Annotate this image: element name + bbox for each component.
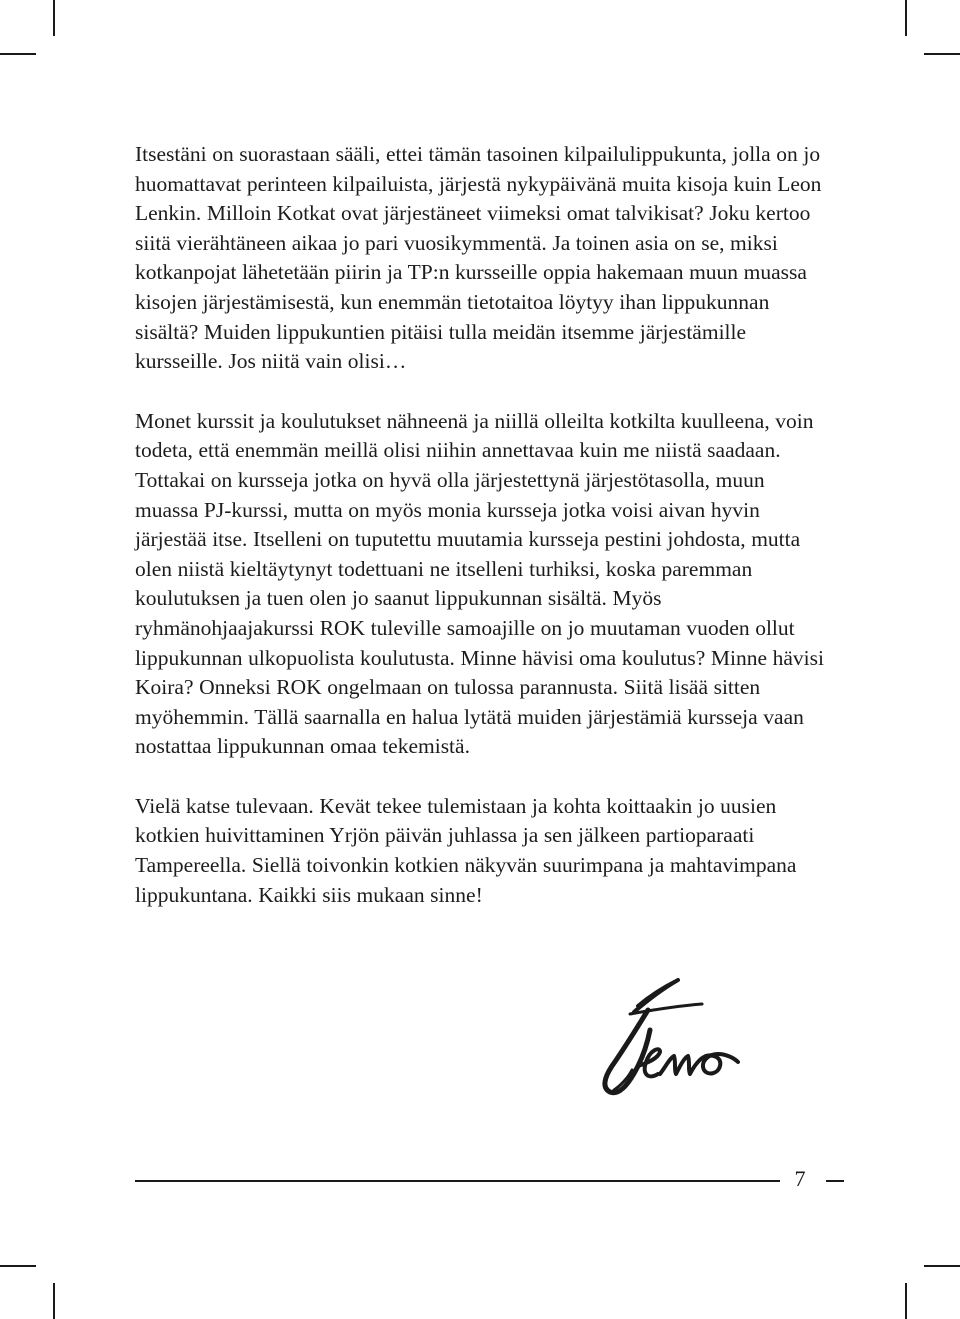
- paragraph-3: Vielä katse tulevaan. Kevät tekee tulemistaan ja kohta koittaakin jo uusien kotkien huivittaminen Yrjön päivän juhlassa ja sen jälkeen partioparaati Tampereella. Siellä toivonkin kotkien näkyvän suurimpana ja mahtavimpana lippukuntana. Kaikki siis mukaan sinne!: [135, 793, 797, 907]
- crop-mark-bottom-left-vertical: [53, 1283, 55, 1319]
- footer-rule: [135, 1180, 780, 1182]
- paragraph-1: Itsestäni on suorastaan sääli, ettei tämän tasoinen kilpailulippukunta, jolla on jo huomattavat perinteen kilpailuista, järjestä nykypäivänä muita kisoja kuin Leon Lenkin. Milloin Kotkat ovat järjestäneet viimeksi omat talvikisat? Joku kertoo siitä vierähtäneen aikaa jo pari vuosikymmentä. Ja toinen asia on se, miksi kotkanpojat lähetetään piirin ja TP:n kursseille oppia hakemaan muun muassa kisojen järjestämisestä, kun enemmän tietotaitoa löytyy ihan lippukunnan sisältä? Muiden lippukuntien pitäisi tulla meidän itsemme järjestämille kursseille. Jos niitä vain olisi…: [135, 142, 822, 374]
- crop-mark-bottom-right-vertical: [905, 1283, 907, 1319]
- paragraph-2: Monet kurssit ja koulutukset nähneenä ja niillä olleilta kotkilta kuulleena, voin todeta, että enemmän meillä olisi niihin annettavaa kuin me niistä saadaan. Tottakai on kursseja jotka on hyvä olla järjestettynä järjestötasolla, muun muassa PJ-kurssi, mutta on myös monia kursseja jotka voisi aivan hyvin järjestää itse. Itselleni on tuputettu muutamia kursseja pestini johdosta, mutta olen niistä kieltäytynyt todettuani ne itselleni turhiksi, koska paremman koulutuksen ja tuen olen jo saanut lippukunnan sisältä. Myös ryhmänohjaajakurssi ROK tuleville samoajille on jo muutaman vuoden ollut lippukunnan ulkopuolista koulutusta. Minne hävisi oma koulutus? Minne hävisi Koira? Onneksi ROK ongelmaan on tulossa parannusta. Siitä lisää sitten myöhemmin. Tällä saarnalla en halua lytätä muiden järjestämiä kursseja vaan nostattaa lippukunnan omaa tekemistä.: [135, 408, 824, 759]
- footer-rule-end: [826, 1180, 844, 1182]
- crop-mark-top-right-vertical: [905, 0, 907, 36]
- crop-mark-bottom-right-horizontal: [924, 1265, 960, 1267]
- crop-mark-top-left-horizontal: [0, 53, 36, 55]
- page-number: 7: [794, 1166, 806, 1191]
- crop-mark-top-left-vertical: [53, 0, 55, 36]
- handwritten-signature: [590, 970, 750, 1130]
- crop-mark-top-right-horizontal: [924, 53, 960, 55]
- crop-mark-bottom-left-horizontal: [0, 1265, 36, 1267]
- article-body: [135, 140, 825, 910]
